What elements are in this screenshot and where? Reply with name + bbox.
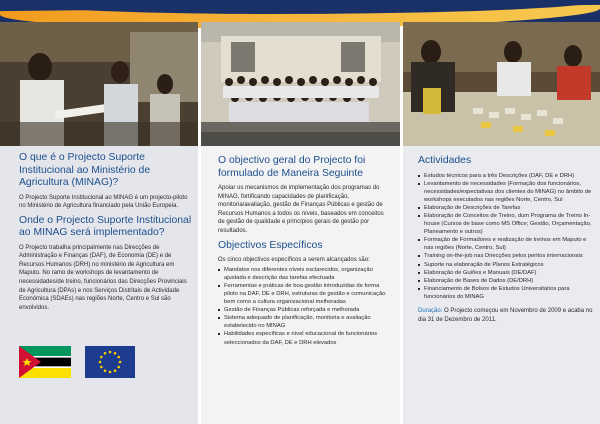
- activities-list: [418, 172, 594, 302]
- list-item: Elaboração de Descrições de Tarefas: [418, 204, 594, 212]
- list-item: Elaboração de Guiões e Manuais (DE/DAF): [418, 269, 594, 277]
- paragraph-what-is-project: O Projecto Suporte Institucional ao MINAG é um projecto-piloto no Ministério de Agricultura financiado pela União Europeia.: [19, 194, 188, 210]
- list-item: Elaboração de Conceitos de Treino, dum Programa de Treino In-house (Cursos de base como MS Office; Gestão, Orçamentação, Planeamento e outros): [418, 212, 594, 236]
- list-item: Financiamento de Bolsos de Estudos Universitários para funcionários do MINAG: [418, 285, 594, 301]
- column-middle: [201, 22, 400, 424]
- list-item: Formação de Formadores e realização de treinos em Maputo e nas regiões (Norte, Centro, Sul): [418, 236, 594, 252]
- eu-flag-icon: [85, 346, 135, 378]
- mozambique-flag-icon: [19, 346, 71, 378]
- photo-team-working: [403, 22, 600, 146]
- list-item: Levantamento de necessidades (Formação dos funcionários, necessidades/expectativas dos clientes do MINAG) no âmbito de workshops executados nas regiões Norte, Centro, Sul: [418, 180, 594, 204]
- list-item: Elaboração de Bases de Dados (DE/DRH): [418, 277, 594, 285]
- paragraph-duration: [418, 307, 594, 324]
- heading-where-implemented: Onde o Projecto Suporte Institucional ao MINAG será implementado?: [19, 214, 192, 239]
- list-item: Training on-the-job nas Direcções pelos peritos internacionais: [418, 252, 594, 260]
- header-banner: [0, 0, 600, 22]
- heading-specific-objectives: Objectivos Específicos: [218, 239, 323, 251]
- list-item: Estudos técnicos para a três Descrições (DAF, DE e DRH): [418, 172, 594, 180]
- photo-group-picture: [201, 22, 400, 146]
- list-item: Habilidades específicas e nível educacional de funcionários seleccionados da DAF, DE e DRH elevados: [218, 330, 392, 346]
- paragraph-specific-intro: Os cinco objectivos específicos a serem alcançados são:: [218, 257, 370, 264]
- list-item: Suporte na elaboração de Planos Estratégicos: [418, 261, 594, 269]
- duration-label: Duração:: [418, 308, 443, 314]
- heading-what-is-project: O que é o Projecto Suporte Institucional ao Ministério de Agricultura (MINAG)?: [19, 152, 151, 188]
- heading-general-objective: O objectivo geral do Projecto foi formulado de Maneira Seguinte: [218, 155, 366, 179]
- list-item: Gestão de Finanças Públicas reforçada e melhorada: [218, 306, 392, 314]
- photo-workshop-participants: [0, 22, 198, 146]
- duration-text: O Projecto começou em Novembro de 2009 e acaba no dia 31 de Dezembro de 2011.: [418, 308, 593, 323]
- paragraph-general-objective: Apoiar os mecanismos de implementação dos programas do MINAG, fortificando capacidades de planificação, monitoria/avaliação, gestão de Finanças Públicas e gestão de Recursos Humanos a todos os níveis, baseados em conceitos de gestão de qualidade e princípios gerais de gestão por resultados.: [218, 185, 384, 234]
- list-item: Ferramentas e práticas de boa gestão introduzidas de forma piloto na DAF, DE e DRH, estruturas de gestão e comunicação bem como a cultura organizacional melhoradas: [218, 282, 392, 306]
- paragraph-where-implemented: O Projecto trabalha principalmente nas Direcções de Administração e Finanças (DAF), de Economia (DE) e de Recursos Humanos (DRH) no ministério de Agricultura em Maputo. No ramo de workshops de levantamento de necessidades/de treino, funcionários das Direcções Provinciais de Agricultura (DPAs) e nos Serviços Distritais de Actividade Económica (SDAEs) nas regiões Norte, Centro e Sul são envolvidos.: [19, 244, 187, 311]
- specific-objectives-list: [218, 266, 392, 347]
- list-item: Sistema adequado de planificação, monitoria e avaliação estabelecido no MINAG: [218, 314, 392, 330]
- list-item: Mandatos nos diferentes níveis esclarecidos, organização ajustada e descrição das tarefas efectuada: [218, 266, 392, 282]
- column-right: [403, 22, 600, 424]
- heading-activities: Actividades: [418, 155, 472, 166]
